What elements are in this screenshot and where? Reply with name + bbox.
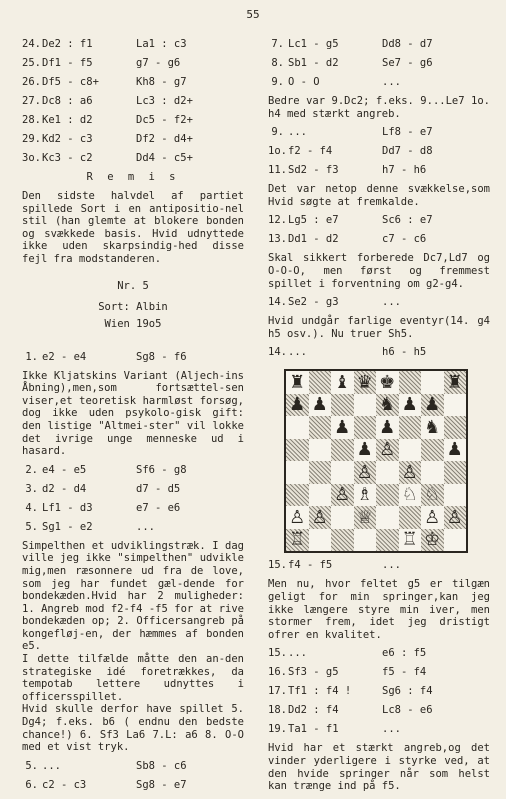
move-number: 3o. <box>22 152 41 164</box>
move-list <box>268 559 490 578</box>
board-square <box>286 394 309 417</box>
board-square <box>309 439 332 462</box>
move-number: 1o. <box>268 145 287 158</box>
board-square <box>354 484 377 507</box>
black-knight-icon: ♞ <box>424 416 441 438</box>
move-row <box>268 57 490 76</box>
board-square <box>444 439 467 462</box>
white-move: f2 - f4 <box>288 145 333 158</box>
annotation-paragraph: Hvid skulle derfor have spillet 5. Dg4; f.eks. b6 ( endnu den bedste chance!) 6. Sf3 La6 7.L: a6 8. O-O med et vist tryk. <box>22 703 244 754</box>
black-move: d7 - d5 <box>136 482 181 495</box>
white-move: c2 - c3 <box>42 778 87 791</box>
board-square <box>444 506 467 529</box>
board-square <box>376 416 399 439</box>
white-bishop-icon: ♗ <box>356 484 373 506</box>
white-rook-icon: ♖ <box>401 529 418 551</box>
black-move: Sg6 : f4 <box>382 685 433 698</box>
board-square <box>444 394 467 417</box>
black-pawn-icon: ♟ <box>311 394 328 416</box>
white-move: Dc8 : a6 <box>42 95 93 107</box>
board-square <box>354 461 377 484</box>
white-move: ... <box>288 647 307 660</box>
white-pawn-icon: ♙ <box>379 439 396 461</box>
board-square <box>421 394 444 417</box>
board-square <box>376 394 399 417</box>
white-king-icon: ♔ <box>424 529 441 551</box>
board-square <box>421 506 444 529</box>
move-row <box>22 760 244 779</box>
move-number: 19. <box>268 723 287 736</box>
board-square <box>399 394 422 417</box>
board-square <box>444 371 467 394</box>
move-list <box>268 647 490 742</box>
move-number: 26. <box>22 76 41 88</box>
move-row <box>22 133 244 152</box>
board-square <box>444 484 467 507</box>
white-move: e2 - e4 <box>42 350 87 363</box>
move-number: 9. <box>271 76 284 88</box>
board-square <box>331 371 354 394</box>
board-square <box>421 484 444 507</box>
white-pawn-icon: ♙ <box>311 506 328 528</box>
black-pawn-icon: ♟ <box>424 394 441 416</box>
move-row <box>268 233 490 252</box>
move-number: 3. <box>25 482 38 495</box>
annotation-paragraph: Simpelthen et udviklingstræk. I dag ville jeg ikke "simpelthen" udvikle mig,men ræsonnere ud fra de love, som jeg har fundet gæl-dende for bondekæden.Hvid har 2 muligheder: 1. Angreb mod f2-f4 -f5 for at rive bondekæden op; 2. Officersangreb på kongefløj-en, der hæmmes af bonden e5. <box>22 539 244 653</box>
annotation-paragraph: Hvid har et stærkt angreb,og det vinder yderligere i styrke ved, at den hvide springer når som helst kan trænge ind på f5. <box>268 742 490 793</box>
board-square <box>309 461 332 484</box>
black-move: Se7 - g6 <box>382 57 433 69</box>
black-pawn-icon: ♟ <box>401 394 418 416</box>
board-square <box>399 484 422 507</box>
board-square <box>421 439 444 462</box>
board-square <box>376 461 399 484</box>
black-move: ... <box>382 559 401 572</box>
move-number: 5. <box>25 759 38 772</box>
board-square <box>309 394 332 417</box>
board-square <box>444 461 467 484</box>
annotation-paragraph: Det var netop denne svækkelse,som Hvid søgte at fremkalde. <box>268 183 490 208</box>
white-queen-icon: ♕ <box>356 506 373 528</box>
move-number: 24. <box>22 38 41 50</box>
black-player: Sort: Albin <box>98 300 168 313</box>
annotation-paragraph: Bedre var 9.Dc2; f.eks. 9...Le7 1o. h4 med stærkt angreb. <box>268 95 490 120</box>
black-move: Sf6 - g8 <box>136 463 187 476</box>
white-move: Se2 - g3 <box>288 296 339 309</box>
white-pawn-icon: ♙ <box>446 506 463 528</box>
move-row <box>268 38 490 57</box>
white-move: Ke1 : d2 <box>42 114 93 126</box>
move-row <box>268 76 490 95</box>
board-square <box>354 416 377 439</box>
black-move: h6 - h5 <box>382 346 427 359</box>
board-square <box>331 506 354 529</box>
black-move: Dd4 - c5+ <box>136 152 193 164</box>
black-knight-icon: ♞ <box>379 394 396 416</box>
white-move: Lf1 - d3 <box>42 501 93 514</box>
white-pawn-icon: ♙ <box>401 461 418 483</box>
move-number: 14. <box>268 296 287 309</box>
move-row <box>22 114 244 133</box>
move-list <box>22 760 244 798</box>
black-move: Df2 - d4+ <box>136 133 193 145</box>
board-square <box>286 461 309 484</box>
white-move: ... <box>42 759 61 772</box>
board-square <box>331 484 354 507</box>
black-move: Sb8 - c6 <box>136 759 187 772</box>
board-square <box>309 529 332 552</box>
move-row <box>22 95 244 114</box>
board-square <box>444 416 467 439</box>
board-square <box>376 439 399 462</box>
move-row <box>22 57 244 76</box>
board-square <box>376 371 399 394</box>
white-move: e4 - e5 <box>42 463 87 476</box>
white-move: Sb1 - d2 <box>288 57 339 69</box>
white-move: Df1 - f5 <box>42 57 93 69</box>
move-row <box>268 346 490 365</box>
black-move: ... <box>382 723 401 736</box>
page-number: 55 <box>246 8 260 21</box>
move-row <box>268 559 490 578</box>
move-row <box>22 351 244 370</box>
white-move: ... <box>288 346 307 359</box>
black-pawn-icon: ♟ <box>356 439 373 461</box>
white-move: Tf1 : f4 ! <box>288 685 352 698</box>
white-move: Kc3 - c2 <box>42 152 93 164</box>
move-number: 4. <box>25 501 38 514</box>
black-pawn-icon: ♟ <box>289 394 306 416</box>
move-list <box>268 38 490 95</box>
move-number: 29. <box>22 133 41 145</box>
board-square <box>421 371 444 394</box>
white-knight-icon: ♘ <box>401 484 418 506</box>
black-bishop-icon: ♝ <box>334 371 351 393</box>
move-number: 12. <box>268 214 287 227</box>
white-move: ... <box>288 126 307 139</box>
move-number: 25. <box>22 57 41 69</box>
move-number: 17. <box>268 685 287 698</box>
board-square <box>309 506 332 529</box>
board-square <box>399 506 422 529</box>
move-number: 14. <box>268 346 287 359</box>
chess-diagram <box>284 369 468 553</box>
move-list <box>268 126 490 183</box>
white-move: f4 - f5 <box>288 559 333 572</box>
move-number: 15. <box>268 647 287 660</box>
left-column <box>22 38 244 798</box>
white-pawn-icon: ♙ <box>424 506 441 528</box>
move-row <box>268 296 490 315</box>
white-move: Dd1 - d2 <box>288 233 339 246</box>
white-move: Df5 - c8+ <box>42 76 99 88</box>
black-move: Kh8 - g7 <box>136 76 187 88</box>
annotation-paragraph: I dette tilfælde måtte den an-den strategiske idé foretrækkes, da tempotab lettere udnyttes i officersspillet. <box>22 653 244 703</box>
right-column <box>268 38 490 799</box>
black-move: e7 - e6 <box>136 501 181 514</box>
board-square <box>421 461 444 484</box>
board-square <box>421 529 444 552</box>
move-row <box>268 164 490 183</box>
move-number: 7. <box>271 38 284 50</box>
move-list <box>22 464 244 540</box>
annotation-paragraph: Hvid undgår farlige eventyr(14. g4 h5 osv.). Nu truer Sh5. <box>268 315 490 340</box>
move-row <box>268 704 490 723</box>
black-move: Dc5 - f2+ <box>136 114 193 126</box>
move-row <box>268 685 490 704</box>
move-number: 18. <box>268 704 287 717</box>
move-row <box>268 214 490 233</box>
board-square <box>376 484 399 507</box>
board-square <box>376 506 399 529</box>
board-square <box>399 461 422 484</box>
black-king-icon: ♚ <box>379 371 396 393</box>
move-number: 9. <box>271 126 284 139</box>
board-square <box>286 484 309 507</box>
board-square <box>309 484 332 507</box>
move-list <box>268 346 490 365</box>
board-square <box>354 506 377 529</box>
board-square <box>331 461 354 484</box>
move-row <box>22 521 244 540</box>
black-move: Dd7 - d8 <box>382 145 433 158</box>
board-square <box>286 439 309 462</box>
black-move: Lc3 : d2+ <box>136 95 193 107</box>
board-square <box>399 529 422 552</box>
white-move: Dd2 : f4 <box>288 704 339 717</box>
move-row <box>22 464 244 483</box>
white-move: De2 : f1 <box>42 38 93 50</box>
white-move: Lg5 : e7 <box>288 214 339 227</box>
move-row <box>268 126 490 145</box>
move-number: 1. <box>25 350 38 363</box>
black-move: e6 : f5 <box>382 647 427 660</box>
result-remis: R e m i s <box>86 171 180 183</box>
annotation-paragraph: Skal sikkert forberede Dc7,Ld7 og O-O-O, men først og fremmest spillet i forventning om g2-g4. <box>268 252 490 290</box>
move-row <box>268 723 490 742</box>
board-square <box>376 529 399 552</box>
white-move: Kd2 - c3 <box>42 133 93 145</box>
black-move: g7 - g6 <box>136 57 181 69</box>
black-move: Lc8 - e6 <box>382 704 433 717</box>
annotation-paragraph: Den sidste halvdel af partiet spillede Sort i en antipositio-nel stil (han glemte at blokere bonden og svækkede basis. Hvid udnyttede ikke uden skarpsindig-hed disse fejl fra modstanderen. <box>22 190 244 265</box>
move-row <box>22 152 244 171</box>
move-row <box>268 647 490 666</box>
black-move: Sg8 - f6 <box>136 350 187 363</box>
move-number: 16. <box>268 666 287 679</box>
black-pawn-icon: ♟ <box>379 416 396 438</box>
board-square <box>309 416 332 439</box>
black-move: h7 - h6 <box>382 164 427 177</box>
white-rook-icon: ♖ <box>289 529 306 551</box>
board-square <box>421 416 444 439</box>
white-pawn-icon: ♙ <box>289 506 306 528</box>
board-square <box>286 529 309 552</box>
board-square <box>399 371 422 394</box>
black-move: Sc6 : e7 <box>382 214 433 227</box>
white-pawn-icon: ♙ <box>356 461 373 483</box>
move-list <box>22 351 244 370</box>
black-move: f5 - f4 <box>382 666 427 679</box>
move-number: 11. <box>268 164 287 177</box>
board-square <box>354 394 377 417</box>
move-number: 15. <box>268 559 287 572</box>
move-row <box>268 145 490 164</box>
white-move: Lc1 - g5 <box>288 38 339 50</box>
white-move: O - O <box>288 76 320 88</box>
move-row <box>22 483 244 502</box>
black-move: Sg8 - e7 <box>136 778 187 791</box>
move-list <box>268 296 490 315</box>
move-number: 28. <box>22 114 41 126</box>
game-place: Wien 19o5 <box>104 317 162 330</box>
white-move: Sg1 - e2 <box>42 520 93 533</box>
black-move: ... <box>382 76 401 88</box>
board-square <box>286 416 309 439</box>
game-number: Nr. 5 <box>117 279 149 292</box>
move-row <box>22 76 244 95</box>
move-row <box>268 666 490 685</box>
board-square <box>331 439 354 462</box>
move-list <box>268 214 490 252</box>
board-square <box>354 439 377 462</box>
board-square <box>286 371 309 394</box>
annotation-paragraph: Men nu, hvor feltet g5 er tilgæn geligt for min springer,kan jeg ikke længere styre min iver, men stormer frem, idet jeg dristigt ofrer en kvalitet. <box>268 578 490 641</box>
black-move: c7 - c6 <box>382 233 427 246</box>
move-number: 2. <box>25 463 38 476</box>
black-move: Dd8 - d7 <box>382 38 433 50</box>
move-row <box>22 38 244 57</box>
board-square <box>354 371 377 394</box>
move-number: 6. <box>25 778 38 791</box>
board-square <box>331 416 354 439</box>
move-number: 5. <box>25 520 38 533</box>
move-list <box>22 38 244 171</box>
board-square <box>286 506 309 529</box>
board-square <box>331 394 354 417</box>
black-move: La1 : c3 <box>136 38 187 50</box>
annotation-paragraph: Ikke Kljatskins Variant (Aljech-ins Åbning),men,som fortsættel-sen viser,et teoretisk harmløst forsøg, dog ikke uden psykolo-gisk gift: den listige "Altmei-ster" vil lokke det ivrige unge menneske ud i hasard. <box>22 369 244 458</box>
move-number: 13. <box>268 233 287 246</box>
board-square <box>331 529 354 552</box>
black-queen-icon: ♛ <box>356 371 373 393</box>
move-row <box>22 502 244 521</box>
black-pawn-icon: ♟ <box>334 416 351 438</box>
black-rook-icon: ♜ <box>289 371 306 393</box>
board-square <box>309 371 332 394</box>
move-number: 27. <box>22 95 41 107</box>
board-square <box>354 529 377 552</box>
move-number: 8. <box>271 57 284 69</box>
move-row <box>22 779 244 798</box>
white-pawn-icon: ♙ <box>334 484 351 506</box>
white-move: d2 - d4 <box>42 482 87 495</box>
black-pawn-icon: ♟ <box>446 439 463 461</box>
black-move: ... <box>382 296 401 309</box>
white-move: Sd2 - f3 <box>288 164 339 177</box>
white-move: Sf3 - g5 <box>288 666 339 679</box>
black-rook-icon: ♜ <box>446 371 463 393</box>
white-move: Ta1 - f1 <box>288 723 339 736</box>
black-move: Lf8 - e7 <box>382 126 433 139</box>
white-knight-icon: ♘ <box>424 484 441 506</box>
board-square <box>399 439 422 462</box>
black-move: ... <box>136 520 155 533</box>
board-square <box>399 416 422 439</box>
board-square <box>444 529 467 552</box>
